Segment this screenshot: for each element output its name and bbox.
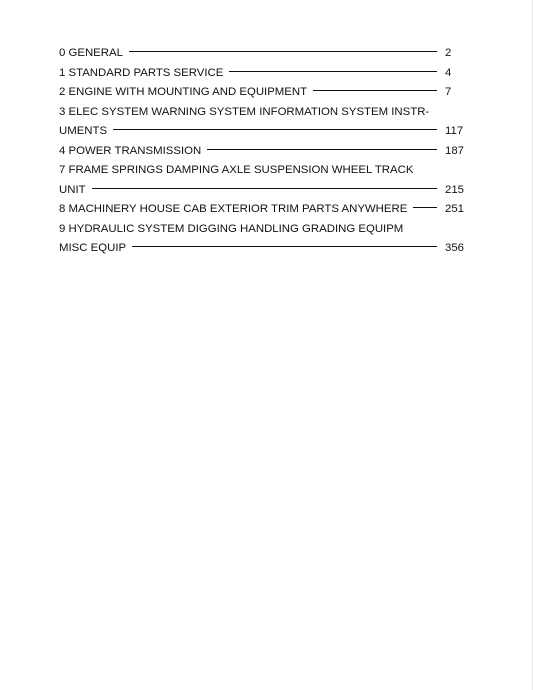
toc-entry-page: 215 xyxy=(445,183,465,196)
toc-entry-title-line2: MISC EQUIP xyxy=(59,242,127,254)
toc-leader-line xyxy=(313,90,437,91)
toc-entry-continuation xyxy=(59,122,469,142)
toc-entry[interactable] xyxy=(59,161,469,200)
toc-leader-line xyxy=(129,51,437,52)
toc-leader-line xyxy=(413,207,437,208)
toc-entry[interactable] xyxy=(59,83,469,103)
toc-leader-line xyxy=(113,129,437,130)
toc-entry-page: 117 xyxy=(445,125,464,137)
toc-entry[interactable] xyxy=(59,64,469,84)
toc-entry-page: 7 xyxy=(445,86,452,98)
toc-leader-line xyxy=(229,71,437,72)
toc-entry-page: 2 xyxy=(445,47,452,59)
toc-entry-title-line2: UNIT xyxy=(59,183,86,196)
toc-entry-page: 356 xyxy=(445,242,465,254)
table-of-contents xyxy=(59,44,469,259)
toc-entry-title: 2 ENGINE WITH MOUNTING AND EQUIPMENT xyxy=(59,86,308,98)
toc-entry[interactable] xyxy=(59,200,469,220)
toc-entry-title: 8 MACHINERY HOUSE CAB EXTERIOR TRIM PARTS ANYWHERE xyxy=(59,203,408,215)
toc-leader-line xyxy=(207,149,437,150)
toc-entry-title-line2: UMENTS xyxy=(59,125,108,137)
toc-entry-page: 187 xyxy=(445,144,465,157)
toc-leader-line xyxy=(92,188,437,189)
toc-entry[interactable] xyxy=(59,142,469,162)
toc-entry-title: 1 STANDARD PARTS SERVICE xyxy=(59,66,224,79)
toc-entry[interactable] xyxy=(59,44,469,64)
toc-entry-title-line1: 3 ELEC SYSTEM WARNING SYSTEM INFORMATION SYSTEM INSTR- xyxy=(59,105,430,118)
toc-entry-title: 0 GENERAL xyxy=(59,47,123,59)
toc-entry[interactable] xyxy=(59,103,469,142)
toc-leader-line xyxy=(132,246,437,247)
toc-entry-title-line1: 7 FRAME SPRINGS DAMPING AXLE SUSPENSION WHEEL TRACK xyxy=(59,164,414,176)
toc-entry-continuation xyxy=(59,181,469,201)
toc-entry[interactable] xyxy=(59,220,469,259)
toc-entry-page: 251 xyxy=(445,203,465,215)
toc-entry-title: 4 POWER TRANSMISSION xyxy=(59,144,202,157)
toc-entry-page: 4 xyxy=(445,66,452,79)
toc-entry-title-line1: 9 HYDRAULIC SYSTEM DIGGING HANDLING GRADING EQUIPM xyxy=(59,222,404,235)
toc-entry-continuation xyxy=(59,239,469,259)
